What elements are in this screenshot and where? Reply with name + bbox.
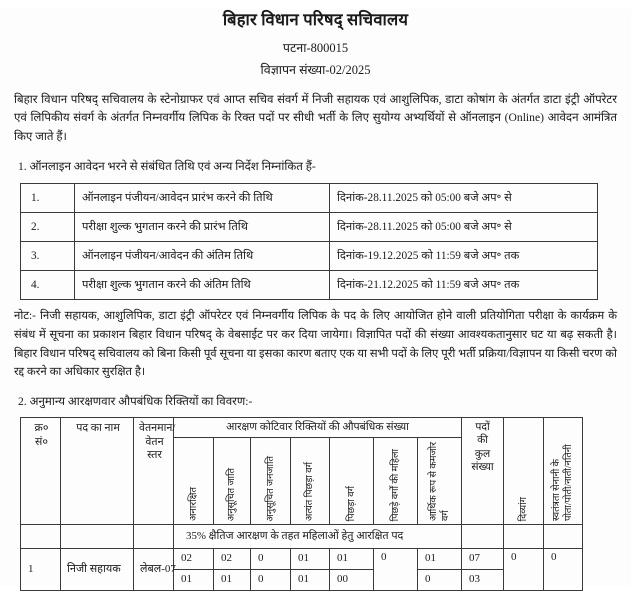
st-label: अनुसूचित जनजाति bbox=[264, 455, 276, 522]
cell-total: 07 bbox=[462, 549, 504, 570]
spacer-freedom bbox=[544, 525, 583, 549]
vacancy-table-wrapper bbox=[20, 417, 631, 591]
cell-women-ews: 0 bbox=[418, 570, 462, 591]
header-total-posts bbox=[462, 418, 504, 525]
row-serial: 4. bbox=[21, 271, 75, 300]
row-date: दिनांक-28.11.2025 को 05:00 बजे अप॰ से bbox=[330, 184, 598, 213]
bc-label: पिछड़ा वर्ग bbox=[345, 485, 357, 522]
ebc-label: अत्यंत पिछड़ा वर्ग bbox=[304, 462, 315, 522]
row-date: दिनांक-21.12.2025 को 11:59 बजे अप॰ तक bbox=[330, 271, 598, 300]
unreserved-label: अनारक्षित bbox=[187, 487, 199, 522]
cell-ebc: 01 bbox=[291, 549, 330, 570]
divyang-label: दिव्यांग bbox=[517, 496, 529, 522]
header-serial-line1: क्र० bbox=[34, 422, 49, 435]
freedom-fighter-label: स्वतंत्रता सेनानी के पोता/पोती/नाती/नतिनी bbox=[551, 444, 574, 522]
spacer-pay bbox=[134, 525, 174, 549]
horizontal-reservation-note: 35% क्षैतिज आरक्षण के तहत महिलाओं हेतु आरक्षित पद bbox=[174, 525, 462, 549]
total-line1: पदों bbox=[475, 422, 490, 434]
spacer-serial bbox=[21, 525, 61, 549]
header-bc bbox=[330, 438, 374, 525]
cell-freedom-fighter: 0 bbox=[544, 549, 583, 591]
row-serial: 1 bbox=[21, 549, 61, 591]
table-row bbox=[21, 271, 598, 300]
row-description: परीक्षा शुल्क भुगतान करने की अंतिम तिथि bbox=[75, 271, 330, 300]
table-row bbox=[21, 549, 583, 570]
cell-women-sc: 01 bbox=[214, 570, 251, 591]
cell-women-total: 03 bbox=[462, 570, 504, 591]
header-pay-line1: वेतनमान/ bbox=[139, 422, 176, 435]
header-st bbox=[251, 438, 291, 525]
cell-divyang: 0 bbox=[504, 549, 544, 591]
cell-women-bc: 00 bbox=[330, 570, 374, 591]
header-serial-line2: सं० bbox=[35, 435, 48, 448]
row-serial: 3. bbox=[21, 242, 75, 271]
header-pay-level bbox=[134, 418, 174, 525]
row-description: ऑनलाइन पंजीयन/आवेदन प्रारंभ करने की तिथि bbox=[75, 184, 330, 213]
header-unreserved bbox=[174, 438, 214, 525]
header-ews bbox=[418, 438, 462, 525]
page-title: बिहार विधान परिषद् सचिवालय bbox=[222, 10, 409, 29]
cell-sc: 02 bbox=[214, 549, 251, 570]
header-sc bbox=[214, 438, 251, 525]
row-description: ऑनलाइन पंजीयन/आवेदन की अंतिम तिथि bbox=[75, 242, 330, 271]
row-date: दिनांक-19.12.2025 को 11:59 बजे अप॰ तक bbox=[330, 242, 598, 271]
section2-heading: 2. अनुमान्य आरक्षणवार औपबंधिक रिक्तियों का विवरण:- bbox=[18, 394, 253, 408]
spacer-divyang bbox=[504, 525, 544, 549]
note-paragraph: नोट:- निजी सहायक, आशुलिपिक, डाटा इंट्री ऑपरेटर एवं निम्नवर्गीय लिपिक के पद के लिए आयोजित होने वाली प्रतियोगिता परीक्षा के कार्यक्रम के संबंध में सूचना का प्रकाशन बिहार विधान परिषद् के वेबसाईट पर कर दिया जायेगा। विज्ञापित पदों की संख्या आवश्यकतानुसार घट या बढ़ सकती है। बिहार विधान परिषद् सचिवालय को बिना किसी पूर्व सूचना या इसका कारण बताए एक या सभी पदों के लिए पूरी भर्ती प्रक्रिया/विज्ञापन या किसी चरण को रद्द करने का अधिकार सुरक्षित है। bbox=[14, 310, 617, 379]
cell-ews: 01 bbox=[418, 549, 462, 570]
row-serial: 1. bbox=[21, 184, 75, 213]
total-line2: की bbox=[477, 435, 488, 447]
city-pin: पटना-800015 bbox=[282, 41, 349, 56]
row-date: दिनांक-28.11.2025 को 05:00 बजे अप॰ से bbox=[330, 213, 598, 242]
cell-bc-women: 0 bbox=[374, 549, 418, 591]
spacer-post bbox=[61, 525, 134, 549]
horizontal-reservation-row bbox=[21, 525, 583, 549]
cell-women-unreserved: 01 bbox=[174, 570, 214, 591]
ews-label: आर्थिक रूप से कमजोर वर्ग bbox=[427, 442, 451, 522]
table-header-row bbox=[21, 418, 583, 438]
table-row bbox=[21, 242, 598, 271]
header-serial bbox=[21, 418, 61, 525]
important-dates-table bbox=[20, 183, 598, 300]
cell-women-st: 0 bbox=[251, 570, 291, 591]
total-line4: संख्या bbox=[471, 461, 494, 473]
section1-heading: 1. ऑनलाइन आवेदन भरने से संबंधित तिथि एवं अन्य निर्देश निम्नांकित हैं- bbox=[18, 160, 316, 174]
header-reservation-group: आरक्षण कोटिवार रिक्तियों की औपबंधिक संख्या bbox=[174, 418, 462, 438]
header-post-name: पद का नाम bbox=[61, 418, 134, 525]
row-post-name: निजी सहायक bbox=[61, 549, 134, 591]
cell-st: 0 bbox=[251, 549, 291, 570]
row-pay-level: लेबल-07 bbox=[134, 549, 174, 591]
header-pay-line2: वेतन स्तर bbox=[145, 435, 164, 462]
cell-women-ebc: 01 bbox=[291, 570, 330, 591]
intro-paragraph: बिहार विधान परिषद् सचिवालय के स्टेनोग्राफर एवं आप्त सचिव संवर्ग में निजी सहायक एवं आशुलिपिक, डाटा कोषांग के अंतर्गत डाटा इंट्री ऑपरेटर एवं लिपिकीय संवर्ग के अंतर्गत निम्नवर्गीय लिपिक के रिक्त पदों पर सीधी भर्ती के लिए सुयोग्य अभ्यर्थियों से ऑनलाइन (Online) आवेदन आमंत्रित किए जाते हैं। bbox=[14, 92, 617, 144]
sc-label: अनुसूचित जाति bbox=[226, 467, 237, 522]
spacer-total bbox=[462, 525, 504, 549]
total-line3: कुल bbox=[474, 448, 491, 460]
row-serial: 2. bbox=[21, 213, 75, 242]
table-row bbox=[21, 184, 598, 213]
header-ebc bbox=[291, 438, 330, 525]
header-bc-women bbox=[374, 438, 418, 525]
bc-women-label: पिछड़े वर्गों की महिला bbox=[389, 448, 401, 522]
vacancy-details-table bbox=[20, 417, 583, 591]
document-page bbox=[0, 9, 631, 586]
advertisement-number: विज्ञापन संख्या-02/2025 bbox=[260, 62, 371, 77]
table-row bbox=[21, 213, 598, 242]
header-freedom-fighter bbox=[544, 418, 583, 525]
row-description: परीक्षा शुल्क भुगतान करने की प्रारंभ तिथि bbox=[75, 213, 330, 242]
cell-bc: 01 bbox=[330, 549, 374, 570]
cell-unreserved: 02 bbox=[174, 549, 214, 570]
header-divyang bbox=[504, 418, 544, 525]
